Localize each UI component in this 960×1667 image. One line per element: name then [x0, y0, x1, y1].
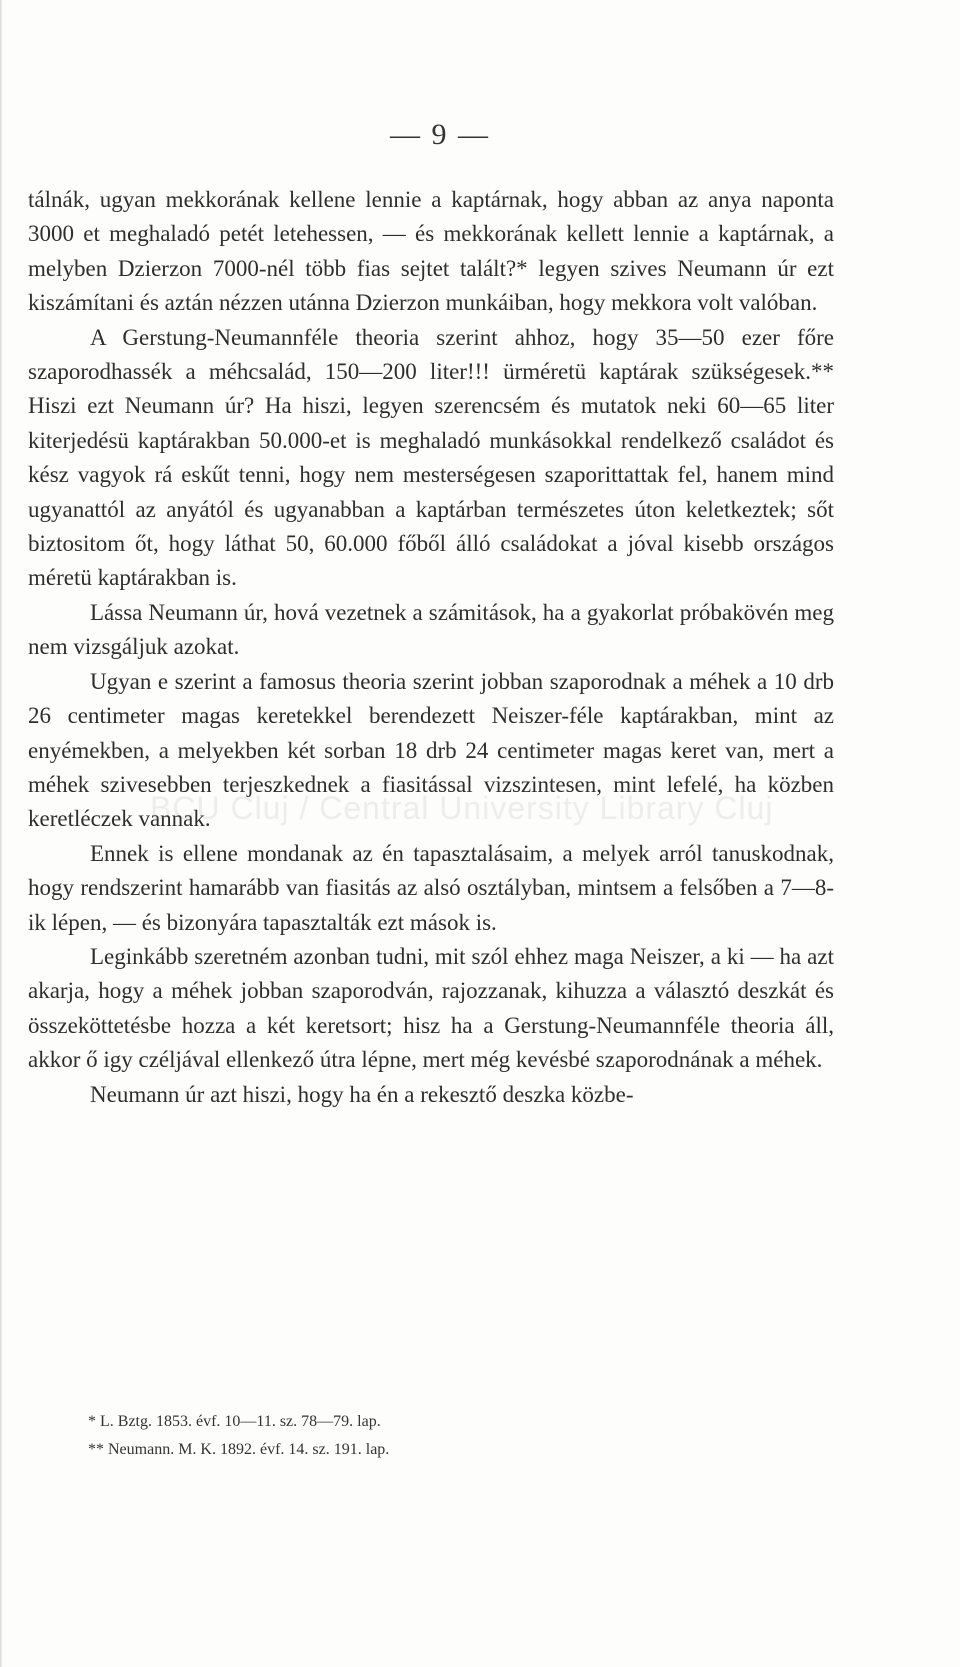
footnote-1: * L. Bztg. 1853. évf. 10—11. sz. 78—79. lap.: [88, 1413, 381, 1430]
paragraph-2: A Gerstung-Neumannféle theoria szerint ahhoz, hogy 35—50 ezer főre szaporodhassék a méhcsalád, 150—200 liter!!! ürméretü kaptárak szükségesek.** Hiszi ezt Neumann úr? Ha hiszi, legyen szerencsém és mutatok neki 60—65 liter kiterjedésü kaptárakban 50.000-et is meghaladó munkásokkal rendelkező családot és kész vagyok rá eskűt tenni, hogy nem mesterségesen szaporittattak fel, hanem mind ugyanattól az anyától és ugyanabban a kaptárban természetes úton keletkeztek; sőt biztositom őt, hogy láthat 50, 60.000 főből álló családokat a jóval kisebb országos méretü kaptárakban is.: [28, 324, 834, 591]
library-watermark: BCU Cluj / Central University Library Cluj: [150, 790, 774, 826]
footnote-2: ** Neumann. M. K. 1892. évf. 14. sz. 191. lap.: [88, 1441, 390, 1458]
paragraph-4: Ugyan e szerint a famosus theoria szerint jobban szaporodnak a méhek a 10 drb 26 centimeter magas keretekkel berendezett Neiszer-féle kaptárakban, mint az enyémekben, a melyekben két sorban 18 drb 24 centimeter magas keret van, mert a méhek szivesebben terjeszkednek a fiasitással vizszintesen, mint lefelé, ha közben keretléczek vannak.: [28, 668, 834, 832]
body-text: [28, 183, 834, 1112]
paragraph-1: tálnák, ugyan mekkorának kellene lennie a kaptárnak, hogy abban az anya naponta 3000 et meghaladó petét letehessen, — és mekkorának kellett lennie a kaptárnak, a melyben Dzierzon 7000-nél több fias sejtet talált?* legyen szives Neumann úr ezt kiszámítani és aztán nézzen utánna Dzierzon munkáiban, hogy mekkora volt valóban.: [28, 187, 834, 316]
paragraph-6: Leginkább szeretném azonban tudni, mit szól ehhez maga Neiszer, a ki — ha azt akarja, hogy a méhek jobban szaporodván, rajozzanak, kihuzza a választó deszkát és összeköttetésbe hozza a két keretsort; hisz ha a Gerstung-Neumannféle theoria áll, akkor ő igy czéljával ellenkező útra lépne, mert még kevésbé szaporodnának a méhek.: [28, 943, 834, 1073]
footnotes: [88, 1408, 848, 1464]
page-edge-shadow: [0, 0, 3, 1667]
paragraph-3: Lássa Neumann úr, hová vezetnek a számitások, ha a gyakorlat próbakövén meg nem vizsgáljuk azokat.: [28, 599, 834, 660]
paragraph-7: Neumann úr azt hiszi, hogy ha én a rekesztő deszka közbe-: [90, 1081, 634, 1107]
page-number: — 9 —: [390, 118, 490, 151]
paragraph-5: Ennek is ellene mondanak az én tapasztalásaim, a melyek arról tanuskodnak, hogy rendszerint hamarább van fiasitás az alsó osztályban, mintsem a felsőben a 7—8-ik lépen, — és bizonyára tapasztalták ezt mások is.: [28, 840, 834, 935]
